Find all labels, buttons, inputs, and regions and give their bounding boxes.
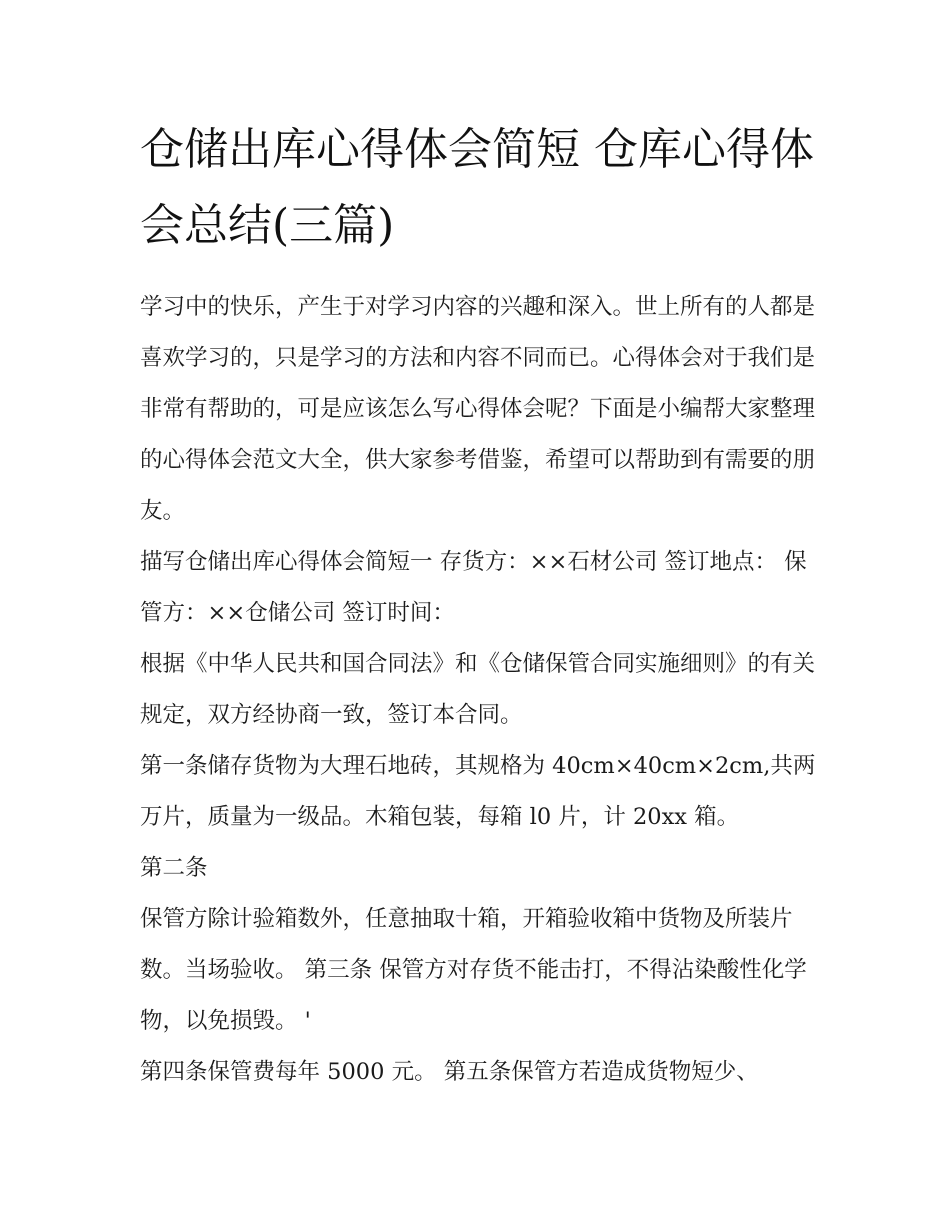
article-one-paragraph: 第一条储存货物为大理石地砖，其规格为 40cm×40cm×2cm,共两万片，质量为一级品。木箱包装，每箱 l0 片，计 20xx 箱。 xyxy=(140,753,816,830)
article-four-five-paragraph: 第四条保管费每年 5000 元。 第五条保管方若造成货物短少、 xyxy=(140,1059,759,1085)
contract-parties-paragraph: 描写仓储出库心得体会简短一 存货方：××石材公司 签订地点： 保管方：××仓储公司 签订时间： xyxy=(140,549,807,626)
article-two-heading: 第二条 xyxy=(140,855,208,881)
document-title: 仓储出库心得体会简短 仓库心得体会总结(三篇) xyxy=(140,124,814,251)
document-body xyxy=(140,112,820,1098)
intro-paragraph: 学习中的快乐，产生于对学习内容的兴趣和深入。世上所有的人都是喜欢学习的，只是学习的方法和内容不同而已。心得体会对于我们是非常有帮助的，可是应该怎么写心得体会呢？下面是小编帮大家整理的心得体会范文大全，供大家参考借鉴，希望可以帮助到有需要的朋友。 xyxy=(140,294,816,524)
contract-basis-paragraph: 根据《中华人民共和国合同法》和《仓储保管合同实施细则》的有关规定，双方经协商一致，签订本合同。 xyxy=(140,651,816,728)
article-two-three-paragraph: 保管方除计验箱数外，任意抽取十箱，开箱验收箱中货物及所装片数。当场验收。 第三条 保管方对存货不能击打，不得沾染酸性化学物，以免损毁。 ' xyxy=(140,906,807,1034)
